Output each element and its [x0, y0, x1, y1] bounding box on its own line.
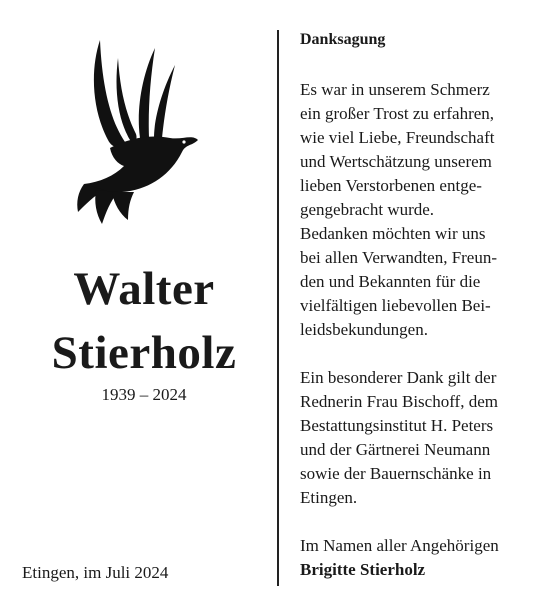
thanks-paragraph-2: [300, 222, 528, 342]
text-line: lieben Verstorbenen entge-: [300, 176, 482, 195]
thanks-paragraph-1: [300, 78, 528, 222]
text-line: Rednerin Frau Bischoff, dem: [300, 392, 498, 411]
text-line: gengebracht wurde.: [300, 200, 435, 219]
life-dates: 1939 – 2024: [101, 385, 187, 404]
text-line: Bestattungsinstitut H. Peters: [300, 416, 494, 435]
signer-name: Brigitte Stierholz: [300, 560, 426, 579]
text-line: ein großer Trost zu erfahren,: [300, 104, 495, 123]
text-line: vielfältigen liebevollen Bei-: [300, 296, 491, 315]
text-line: Bedanken möchten wir uns: [300, 224, 486, 243]
thanks-column: [300, 30, 528, 582]
deceased-last-name: Stierholz: [51, 327, 237, 379]
text-line: und Wertschätzung unserem: [300, 152, 492, 171]
signoff: [300, 534, 528, 582]
thanks-paragraph-3: [300, 366, 528, 510]
signoff-text: Im Namen aller Angehörigen: [300, 536, 499, 555]
text-line: Es war in unserem Schmerz: [300, 80, 490, 99]
text-line: bei allen Verwandten, Freun-: [300, 248, 498, 267]
text-line: den und Bekannten für die: [300, 272, 481, 291]
dove-icon: [70, 30, 200, 230]
text-line: leidsbekundungen.: [300, 320, 428, 339]
text-line: sowie der Bauernschänke in: [300, 464, 492, 483]
text-line: Ein besonderer Dank gilt der: [300, 368, 497, 387]
column-divider: [277, 30, 279, 586]
text-line: und der Gärtnerei Neumann: [300, 440, 491, 459]
place-and-date: Etingen, im Juli 2024: [22, 563, 169, 582]
deceased-first-name: Walter: [73, 263, 215, 315]
thanks-heading: Danksagung: [300, 31, 386, 48]
text-line: wie viel Liebe, Freundschaft: [300, 128, 495, 147]
text-line: Etingen.: [300, 488, 358, 507]
